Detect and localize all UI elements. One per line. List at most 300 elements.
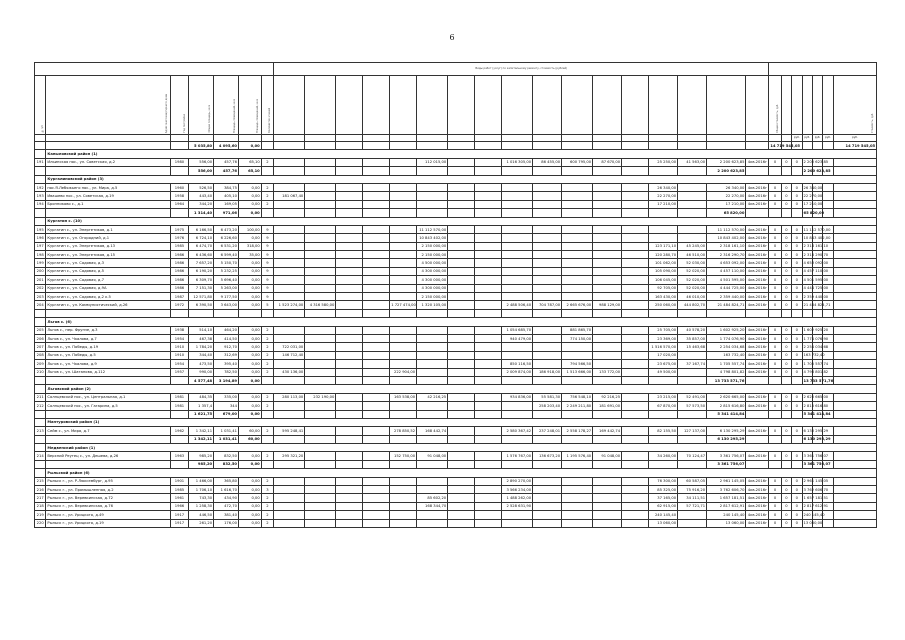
- value-cell: [678, 142, 707, 150]
- value-cell: 0: [781, 267, 791, 275]
- value-cell: 4кв.2016г: [746, 267, 769, 275]
- value-cell: 0: [781, 334, 791, 342]
- value-cell: 0: [792, 427, 802, 435]
- column-header: [823, 76, 833, 135]
- value-cell: 3 361 756,07: [707, 452, 746, 460]
- value-cell: 0: [769, 368, 781, 376]
- address-cell: Кургатин с., ул. Садовая, д.9А: [46, 284, 170, 292]
- value-cell: 0: [769, 251, 781, 259]
- value-cell: [448, 209, 475, 217]
- district-heading-row: [35, 175, 877, 183]
- value-cell: [823, 309, 833, 317]
- district-num-cell: [35, 385, 46, 393]
- value-cell: 11 112 570,00: [417, 225, 448, 233]
- value-cell: 443,40: [189, 192, 214, 200]
- value-cell: [769, 410, 781, 418]
- value-cell: [305, 158, 336, 166]
- value-cell: [622, 251, 649, 259]
- value-cell: [833, 511, 877, 519]
- value-cell: [363, 460, 390, 468]
- value-cell: 232 190,00: [305, 393, 336, 401]
- value-cell: 2 961 145,05: [802, 477, 812, 485]
- value-cell: 514,10: [189, 326, 214, 334]
- value-cell: 0: [792, 326, 802, 334]
- value-cell: 2: [261, 494, 273, 502]
- value-cell: [533, 343, 562, 351]
- value-cell: 0,00: [238, 284, 261, 292]
- address-cell: [46, 460, 170, 468]
- district-num-cell: [35, 318, 46, 326]
- value-cell: 1 513 666,00: [562, 368, 593, 376]
- value-cell: [833, 242, 877, 250]
- value-cell: [363, 326, 390, 334]
- page-number: 6: [449, 33, 455, 42]
- value-cell: 3 643,00: [214, 301, 239, 309]
- value-cell: [649, 209, 678, 217]
- value-cell: 0: [769, 225, 781, 233]
- value-cell: 0: [792, 225, 802, 233]
- value-cell: [390, 200, 417, 208]
- value-cell: [593, 267, 622, 275]
- value-cell: [562, 242, 593, 250]
- value-cell: [448, 393, 475, 401]
- value-cell: 101 062,00: [649, 259, 678, 267]
- value-cell: [305, 209, 336, 217]
- value-cell: 0: [769, 276, 781, 284]
- value-cell: 0: [781, 284, 791, 292]
- table-row: [35, 183, 877, 191]
- value-cell: [502, 511, 533, 519]
- value-cell: [475, 242, 502, 250]
- value-cell: [649, 460, 678, 468]
- value-cell: [448, 402, 475, 410]
- value-cell: [622, 368, 649, 376]
- value-cell: [622, 225, 649, 233]
- value-cell: [562, 225, 593, 233]
- value-cell: [390, 334, 417, 342]
- value-cell: 0,00: [238, 259, 261, 267]
- row-number-cell: 207: [35, 343, 46, 351]
- value-cell: 2 249 211,80: [562, 402, 593, 410]
- value-cell: 9: [261, 225, 273, 233]
- value-cell: 0,00: [238, 368, 261, 376]
- value-cell: [833, 284, 877, 292]
- value-cell: [533, 486, 562, 494]
- value-cell: [417, 435, 448, 443]
- value-cell: 0: [781, 343, 791, 351]
- value-cell: [593, 276, 622, 284]
- value-cell: [475, 511, 502, 519]
- value-cell: [622, 242, 649, 250]
- value-cell: 444 802,70: [678, 301, 707, 309]
- address-cell: пос.Я.Лебяжьего пос., ул. Мира, д.5: [46, 183, 170, 191]
- table-row: [35, 360, 877, 368]
- value-cell: [562, 502, 593, 510]
- value-cell: 1 516 570,00: [649, 343, 678, 351]
- value-cell: 55 581,30: [533, 393, 562, 401]
- row-number-cell: 201: [35, 276, 46, 284]
- value-cell: [417, 200, 448, 208]
- value-cell: [622, 452, 649, 460]
- value-cell: 934 836,00: [502, 393, 533, 401]
- value-cell: 832,50: [214, 452, 239, 460]
- district-num-cell: [35, 469, 46, 477]
- value-cell: [562, 494, 593, 502]
- value-cell: [833, 360, 877, 368]
- value-cell: [417, 209, 448, 217]
- value-cell: 2: [261, 183, 273, 191]
- value-cell: [305, 259, 336, 267]
- value-cell: [170, 142, 189, 150]
- value-cell: 0: [792, 158, 802, 166]
- column-header: [707, 76, 746, 135]
- value-cell: [823, 519, 833, 527]
- value-cell: [622, 142, 649, 150]
- value-cell: 0: [781, 242, 791, 250]
- value-cell: [593, 293, 622, 301]
- value-cell: 1987: [170, 293, 189, 301]
- column-header-text: Площадь помещений, кв.м: [233, 98, 237, 133]
- value-cell: 6 724,10: [189, 234, 214, 242]
- value-cell: 1 602 925,20: [802, 326, 812, 334]
- value-cell: 4кв.2016г: [746, 301, 769, 309]
- value-cell: [622, 435, 649, 443]
- value-cell: 37 165,00: [649, 494, 678, 502]
- value-cell: [833, 251, 877, 259]
- value-cell: [502, 343, 533, 351]
- value-cell: [823, 142, 833, 150]
- table-row: [35, 242, 877, 250]
- value-cell: [593, 360, 622, 368]
- value-cell: 5 341 414,84: [707, 410, 746, 418]
- value-cell: [593, 284, 622, 292]
- value-cell: [390, 326, 417, 334]
- value-cell: 0: [781, 393, 791, 401]
- value-cell: [390, 511, 417, 519]
- value-cell: 0,00: [238, 410, 261, 418]
- table-row: [35, 276, 877, 284]
- value-cell: 2: [261, 326, 273, 334]
- value-cell: [305, 234, 336, 242]
- row-number-cell: 212: [35, 402, 46, 410]
- value-cell: 2: [261, 402, 273, 410]
- address-cell: [46, 209, 170, 217]
- value-cell: [562, 259, 593, 267]
- unit-cell: [189, 135, 214, 142]
- value-cell: 0: [769, 427, 781, 435]
- value-cell: 2 316 290,70: [802, 251, 812, 259]
- value-cell: 1 657 181,51: [802, 494, 812, 502]
- value-cell: [593, 192, 622, 200]
- value-cell: 0: [792, 494, 802, 502]
- value-cell: [274, 251, 305, 259]
- value-cell: 381,40: [214, 511, 239, 519]
- value-cell: [390, 460, 417, 468]
- value-cell: [305, 368, 336, 376]
- value-cell: 2 318 161,10: [707, 242, 746, 250]
- value-cell: 0,00: [238, 334, 261, 342]
- value-cell: [622, 360, 649, 368]
- unit-cell: [475, 135, 502, 142]
- value-cell: 0: [769, 192, 781, 200]
- value-cell: 3 762 606,70: [707, 486, 746, 494]
- value-cell: 2 200 623,85: [707, 158, 746, 166]
- value-cell: [305, 452, 336, 460]
- value-cell: [336, 200, 363, 208]
- district-heading-row: [35, 150, 877, 158]
- unit-cell: [448, 135, 475, 142]
- value-cell: [622, 519, 649, 527]
- value-cell: [336, 158, 363, 166]
- value-cell: 1976: [170, 234, 189, 242]
- value-cell: 5 341 414,84: [802, 410, 812, 418]
- value-cell: 10 843 402,00: [417, 234, 448, 242]
- value-cell: 0: [792, 267, 802, 275]
- value-cell: 0: [781, 368, 791, 376]
- value-cell: [622, 334, 649, 342]
- table-row: [35, 251, 877, 259]
- value-cell: 176,00: [214, 519, 239, 527]
- column-header-text: Адрес многоквартирного дома: [164, 93, 168, 133]
- column-header: [390, 76, 417, 135]
- table-row: [35, 284, 877, 292]
- value-cell: [622, 393, 649, 401]
- value-cell: [746, 142, 769, 150]
- value-cell: [533, 276, 562, 284]
- value-cell: [502, 351, 533, 359]
- value-cell: 21 484 824,71: [802, 301, 812, 309]
- value-cell: 9: [261, 267, 273, 275]
- row-number-cell: 216: [35, 486, 46, 494]
- value-cell: 46 010,00: [678, 293, 707, 301]
- value-cell: [593, 519, 622, 527]
- value-cell: [170, 460, 189, 468]
- row-number-cell: 209: [35, 360, 46, 368]
- value-cell: [274, 360, 305, 368]
- value-cell: 0: [781, 192, 791, 200]
- value-cell: [448, 435, 475, 443]
- value-cell: 484,35: [189, 393, 214, 401]
- value-cell: 1964: [170, 200, 189, 208]
- column-header: [261, 76, 273, 135]
- value-cell: 0: [792, 192, 802, 200]
- value-cell: 1 054 685,70: [502, 326, 533, 334]
- value-cell: [622, 293, 649, 301]
- value-cell: [274, 494, 305, 502]
- value-cell: [533, 435, 562, 443]
- value-cell: [769, 435, 781, 443]
- value-cell: 52 030,00: [678, 259, 707, 267]
- value-cell: 25 250,00: [649, 158, 678, 166]
- value-cell: [390, 376, 417, 384]
- value-cell: 1986: [170, 251, 189, 259]
- unit-cell: руб.: [802, 135, 812, 142]
- value-cell: [475, 284, 502, 292]
- value-cell: 106 045,00: [649, 276, 678, 284]
- value-cell: 473,50: [189, 360, 214, 368]
- value-cell: [792, 167, 802, 175]
- value-cell: [533, 360, 562, 368]
- value-cell: 4 501 595,00: [707, 276, 746, 284]
- value-cell: 280 113,00: [274, 393, 305, 401]
- value-cell: 1 774 076,90: [707, 334, 746, 342]
- value-cell: [417, 142, 448, 150]
- value-cell: [448, 183, 475, 191]
- value-cell: 556,00: [189, 167, 214, 175]
- value-cell: 11 112 570,00: [707, 225, 746, 233]
- value-cell: 1981: [170, 402, 189, 410]
- column-header-text: Общая стоимость, руб.: [776, 103, 779, 133]
- value-cell: 2 620 665,00: [802, 393, 812, 401]
- value-cell: 4кв.2016г: [746, 477, 769, 485]
- value-cell: [336, 276, 363, 284]
- value-cell: [649, 234, 678, 242]
- subtotal-row: [35, 142, 877, 150]
- value-cell: [417, 360, 448, 368]
- row-number-cell: [35, 142, 46, 150]
- value-cell: [417, 326, 448, 334]
- value-cell: [475, 309, 502, 317]
- value-cell: 1 705 557,74: [707, 360, 746, 368]
- value-cell: [274, 477, 305, 485]
- value-cell: [336, 368, 363, 376]
- value-cell: [475, 368, 502, 376]
- value-cell: [593, 511, 622, 519]
- value-cell: 7 151,30: [189, 284, 214, 292]
- value-cell: 10 843 402,00: [707, 234, 746, 242]
- value-cell: 1986: [170, 284, 189, 292]
- value-cell: 240 145,40: [649, 511, 678, 519]
- value-cell: 136 673,20: [533, 452, 562, 460]
- value-cell: 0: [792, 334, 802, 342]
- value-cell: [336, 142, 363, 150]
- value-cell: 595 248,41: [274, 427, 305, 435]
- value-cell: [336, 251, 363, 259]
- value-cell: [678, 511, 707, 519]
- value-cell: 34 260,00: [649, 452, 678, 460]
- value-cell: 679,00: [214, 410, 239, 418]
- column-header: [593, 76, 622, 135]
- address-cell: Кургатин с., ул. Коммунистический, д.26: [46, 301, 170, 309]
- value-cell: 112 015,00: [417, 158, 448, 166]
- value-cell: [390, 293, 417, 301]
- column-header-text: Стоимость, руб.: [871, 112, 875, 133]
- row-number-cell: 219: [35, 511, 46, 519]
- value-cell: [833, 477, 877, 485]
- value-cell: 1985: [170, 242, 189, 250]
- value-cell: [622, 209, 649, 217]
- value-cell: [390, 183, 417, 191]
- value-cell: 91 048,00: [417, 452, 448, 460]
- unit-cell: [274, 135, 305, 142]
- value-cell: 23 369,00: [649, 334, 678, 342]
- subtotal-row: [35, 435, 877, 443]
- unit-cell: [649, 135, 678, 142]
- value-cell: [562, 486, 593, 494]
- value-cell: [363, 502, 390, 510]
- value-cell: 60,00: [238, 435, 261, 443]
- value-cell: [649, 410, 678, 418]
- value-cell: [363, 200, 390, 208]
- value-cell: [363, 343, 390, 351]
- table-row: [35, 368, 877, 376]
- row-number-cell: [35, 167, 46, 175]
- value-cell: [448, 351, 475, 359]
- table-row: [35, 259, 877, 267]
- value-cell: [390, 225, 417, 233]
- value-cell: 169 442,74: [593, 427, 622, 435]
- value-cell: 0: [792, 477, 802, 485]
- table-row: [35, 267, 877, 275]
- value-cell: 464,20: [214, 326, 239, 334]
- value-cell: 0: [781, 477, 791, 485]
- value-cell: [622, 234, 649, 242]
- value-cell: [274, 242, 305, 250]
- value-cell: [833, 368, 877, 376]
- value-cell: 15 463,68: [678, 343, 707, 351]
- value-cell: [475, 393, 502, 401]
- value-cell: [305, 351, 336, 359]
- value-cell: 722 031,00: [274, 343, 305, 351]
- value-cell: [502, 519, 533, 527]
- value-cell: 23 215,00: [649, 393, 678, 401]
- value-cell: 57 573,50: [678, 402, 707, 410]
- value-cell: 4кв.2016г: [746, 158, 769, 166]
- value-cell: 0: [781, 486, 791, 494]
- value-cell: 4кв.2016г: [746, 251, 769, 259]
- value-cell: 384,75: [214, 183, 239, 191]
- value-cell: [390, 167, 417, 175]
- table-row: [35, 494, 877, 502]
- value-cell: 6 599,40: [214, 251, 239, 259]
- value-cell: [274, 158, 305, 166]
- value-cell: 0: [769, 200, 781, 208]
- value-cell: 2 254 034,68: [707, 343, 746, 351]
- value-cell: 168 442,74: [417, 427, 448, 435]
- value-cell: [305, 284, 336, 292]
- value-cell: [475, 259, 502, 267]
- value-cell: [475, 251, 502, 259]
- value-cell: 2: [261, 502, 273, 510]
- value-cell: 152 750,00: [390, 452, 417, 460]
- district-num-cell: [35, 217, 46, 225]
- value-cell: 1 727 474,00: [390, 301, 417, 309]
- value-cell: 0: [781, 301, 791, 309]
- value-cell: [448, 334, 475, 342]
- value-cell: 395,40: [214, 360, 239, 368]
- band-right-caption: [769, 63, 877, 76]
- value-cell: [475, 200, 502, 208]
- value-cell: 4кв.2016г: [746, 519, 769, 527]
- value-cell: [448, 452, 475, 460]
- value-cell: 0: [792, 276, 802, 284]
- value-cell: 65 820,00: [707, 209, 746, 217]
- value-cell: [502, 167, 533, 175]
- value-cell: [833, 410, 877, 418]
- value-cell: [336, 494, 363, 502]
- value-cell: [833, 460, 877, 468]
- value-cell: [502, 376, 533, 384]
- value-cell: [593, 225, 622, 233]
- value-cell: [622, 259, 649, 267]
- value-cell: [502, 309, 533, 317]
- unit-cell: руб.: [833, 135, 877, 142]
- value-cell: [274, 225, 305, 233]
- value-cell: 5 696,40: [214, 276, 239, 284]
- value-cell: 1961: [170, 494, 189, 502]
- value-cell: 52 491,00: [678, 393, 707, 401]
- value-cell: [792, 309, 802, 317]
